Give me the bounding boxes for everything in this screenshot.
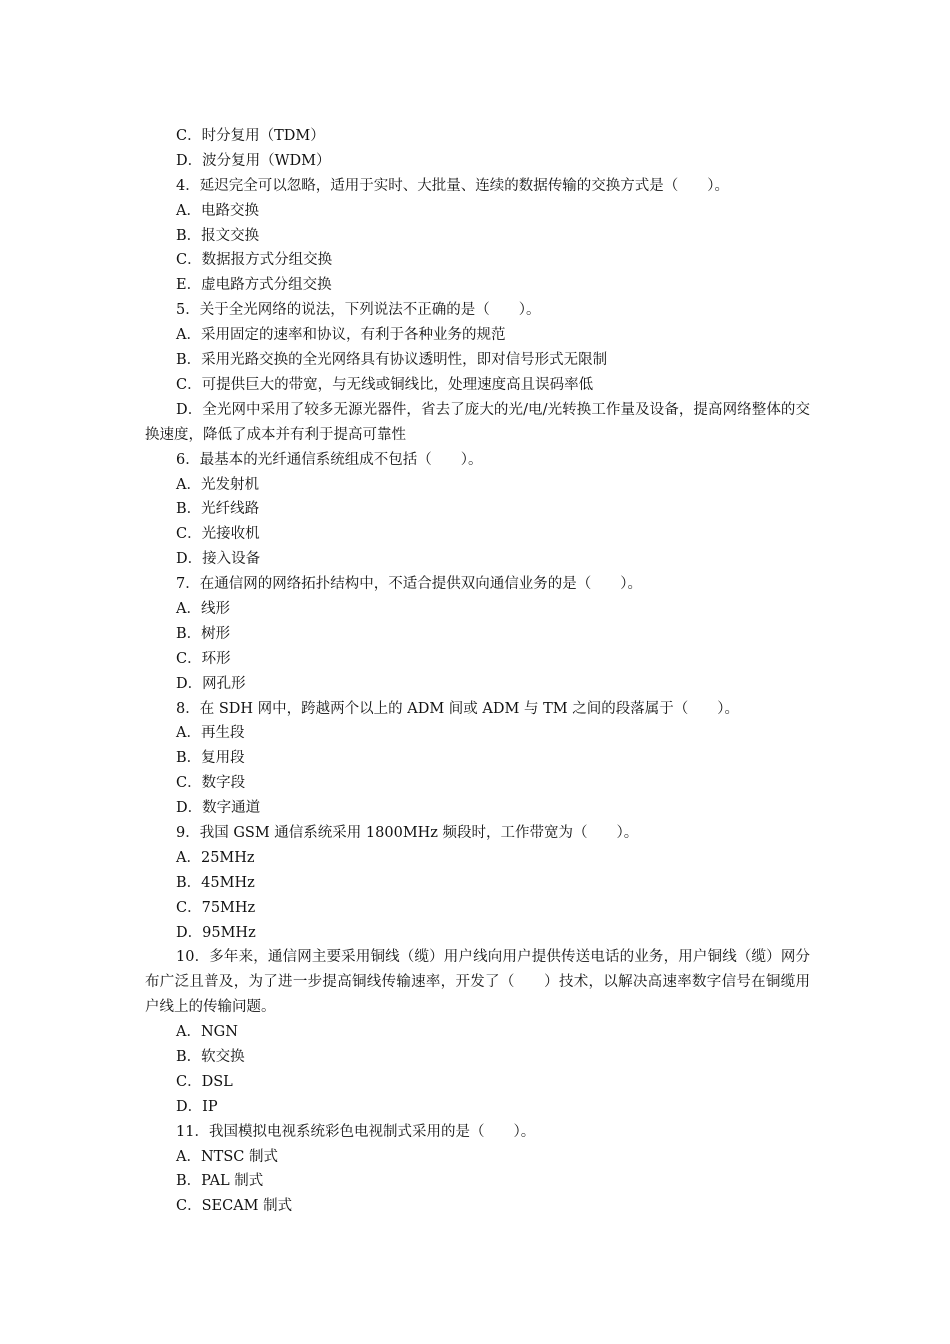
answer-option: B．光纤线路 — [176, 501, 260, 518]
question-stem: 4．延迟完全可以忽略，适用于实时、大批量、连续的数据传输的交换方式是（ ）。 — [176, 177, 729, 194]
answer-option: B．报文交换 — [176, 227, 260, 244]
answer-option: C．DSL — [176, 1073, 233, 1090]
answer-option: E．虚电路方式分组交换 — [176, 277, 332, 294]
answer-option: C．数字段 — [176, 775, 246, 792]
answer-option: A．再生段 — [176, 725, 245, 742]
question-stem: 6．最基本的光纤通信系统组成不包括（ ）。 — [176, 451, 483, 468]
question-stem: 11．我国模拟电视系统彩色电视制式采用的是（ ）。 — [176, 1123, 536, 1140]
question-stem: 7．在通信网的网络拓扑结构中，不适合提供双向通信业务的是（ ）。 — [176, 576, 642, 593]
question-stem: 9．我国 GSM 通信系统采用 1800MHz 频段时，工作带宽为（ ）。 — [176, 824, 639, 841]
answer-option: C．光接收机 — [176, 526, 260, 543]
answer-option: A．采用固定的速率和协议，有利于各种业务的规范 — [176, 327, 506, 344]
answer-option: A．电路交换 — [176, 202, 259, 219]
question-stem: 8．在 SDH 网中，跨越两个以上的 ADM 间或 ADM 与 TM 之间的段落属于（ ）。 — [176, 700, 739, 717]
answer-option: B．45MHz — [176, 874, 255, 891]
answer-option: D．波分复用（WDM） — [176, 152, 331, 169]
answer-option: D．IP — [176, 1098, 218, 1115]
answer-option: C．可提供巨大的带宽，与无线或铜线比，处理速度高且误码率低 — [176, 376, 594, 393]
answer-option: A．光发射机 — [176, 476, 259, 493]
answer-option: D．数字通道 — [176, 800, 261, 817]
answer-option: B．采用光路交换的全光网络具有协议透明性，即对信号形式无限制 — [176, 352, 608, 369]
paragraph: 10．多年来，通信网主要采用铜线（缆）用户线向用户提供传送电话的业务，用户铜线（缆）网分布广泛且普及，为了进一步提高铜线传输速率，开发了（ ）技术，以解决高速率数字信号在铜缆用户线上的传输问题。 — [145, 949, 810, 1016]
answer-option: D．接入设备 — [176, 551, 261, 568]
answer-option: A．NGN — [176, 1024, 238, 1041]
answer-option: C．时分复用（TDM） — [176, 128, 325, 144]
answer-option: C．SECAM 制式 — [176, 1198, 293, 1215]
answer-option: B．复用段 — [176, 750, 245, 767]
answer-option: B．树形 — [176, 625, 231, 642]
answer-option: D．网孔形 — [176, 675, 246, 692]
answer-option: C．环形 — [176, 650, 231, 667]
answer-option: A．线形 — [176, 600, 230, 617]
answer-option: B．PAL 制式 — [176, 1173, 264, 1190]
answer-option: B．软交换 — [176, 1049, 245, 1066]
question-stem: 5．关于全光网络的说法，下列说法不正确的是（ ）。 — [176, 302, 541, 319]
answer-option: C．数据报方式分组交换 — [176, 252, 333, 269]
answer-option: A．25MHz — [176, 849, 255, 866]
answer-option: A．NTSC 制式 — [176, 1148, 278, 1165]
document-body — [145, 124, 810, 1219]
answer-option: C．75MHz — [176, 899, 256, 916]
answer-option: D．95MHz — [176, 924, 256, 941]
paragraph: D．全光网中采用了较多无源光器件，省去了庞大的光/电/光转换工作量及设备，提高网络整体的交换速度，降低了成本并有利于提高可靠性 — [145, 401, 810, 443]
